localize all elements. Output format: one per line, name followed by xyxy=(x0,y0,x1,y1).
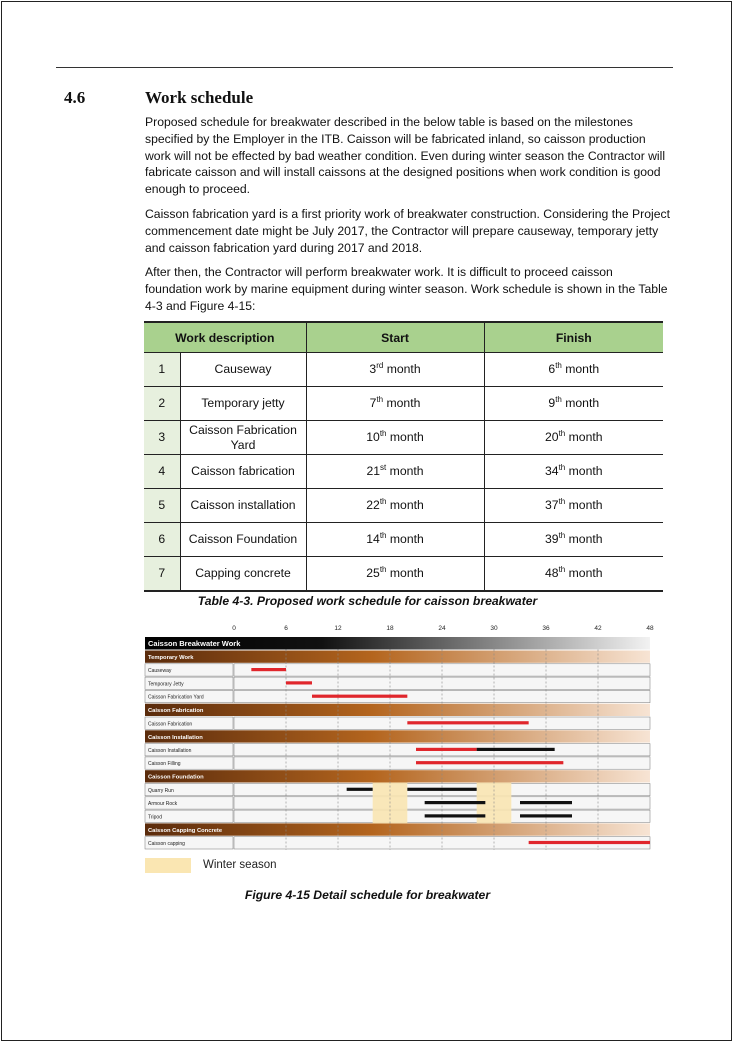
x-tick-label: 30 xyxy=(490,625,498,632)
work-description-text: Capping concrete xyxy=(195,566,291,580)
task-row-cell xyxy=(234,690,650,702)
finish-number: 20 xyxy=(545,430,559,444)
header-rule xyxy=(56,67,673,68)
group-label: Caisson Foundation xyxy=(148,774,204,781)
gantt-bar xyxy=(312,695,407,698)
table-row xyxy=(144,455,663,489)
legend-swatch-winter xyxy=(145,858,191,873)
row-number-text: 6 xyxy=(158,532,166,546)
row-number-text: 4 xyxy=(158,464,166,478)
x-tick-label: 42 xyxy=(594,625,602,632)
group-label: Caisson Capping Concrete xyxy=(148,827,223,834)
work-description xyxy=(180,421,306,455)
finish-suffix: th xyxy=(555,395,562,404)
task-label: Caisson Filling xyxy=(148,761,181,768)
start-cell xyxy=(306,387,484,421)
finish-unit: month xyxy=(568,464,603,478)
group-label: Caisson Fabrication xyxy=(148,708,204,715)
work-description-text: Caisson fabrication xyxy=(191,464,295,478)
gantt-bar xyxy=(251,668,286,671)
gantt-bar xyxy=(407,788,476,791)
group-band xyxy=(145,730,650,742)
finish-number: 39 xyxy=(545,532,559,546)
finish-unit: month xyxy=(568,430,603,444)
start-cell xyxy=(306,421,484,455)
work-description xyxy=(180,387,306,421)
row-number xyxy=(144,353,180,387)
start-suffix: th xyxy=(376,395,384,404)
gantt-bar xyxy=(416,761,563,764)
header-finish: Finish xyxy=(484,322,663,353)
paragraph-2: Caisson fabrication yard is a first priority work of breakwater construction. Considering the Project commencement date might be July 2017, the Contractor will prepare causeway, temporary jetty and caisson fabrication yard during 2017 and 2018. xyxy=(145,207,670,255)
start-cell xyxy=(306,489,484,523)
row-number xyxy=(144,489,180,523)
gantt-chart xyxy=(144,620,654,852)
finish-suffix: th xyxy=(558,429,566,438)
row-number-text: 7 xyxy=(158,566,166,580)
start-number: 7 xyxy=(369,396,377,410)
work-description xyxy=(180,455,306,489)
x-tick-label: 12 xyxy=(334,625,342,632)
x-tick-label: 48 xyxy=(646,625,654,632)
row-number xyxy=(144,421,180,455)
table-header-row xyxy=(144,322,663,353)
work-description xyxy=(180,353,306,387)
gantt-bar xyxy=(407,721,528,724)
row-number xyxy=(144,523,180,557)
start-number: 3 xyxy=(369,362,377,376)
task-label: Armour Rock xyxy=(148,801,178,808)
gantt-bar xyxy=(425,801,486,804)
finish-suffix: th xyxy=(558,565,566,574)
start-number: 14 xyxy=(366,532,380,546)
legend-label-winter: Winter season xyxy=(203,859,277,871)
x-tick-label: 6 xyxy=(284,625,288,632)
start-number: 21 xyxy=(366,464,381,478)
work-description-text: Caisson Fabrication Yard xyxy=(189,422,297,452)
figure-caption: Figure 4-15 Detail schedule for breakwater xyxy=(244,888,491,902)
task-label: Caisson Fabrication Yard xyxy=(148,694,204,701)
start-suffix: th xyxy=(379,565,387,574)
finish-unit: month xyxy=(565,362,600,376)
group-label: Temporary Work xyxy=(148,655,194,661)
finish-number: 9 xyxy=(548,396,556,410)
work-description-text: Temporary jetty xyxy=(201,396,285,410)
table-row xyxy=(144,557,663,592)
table-row xyxy=(144,353,663,387)
group-label: Caisson Installation xyxy=(148,734,203,741)
table-row xyxy=(144,523,663,557)
task-label: Caisson Installation xyxy=(148,747,192,754)
finish-unit: month xyxy=(565,396,600,410)
finish-cell xyxy=(484,523,663,557)
finish-cell xyxy=(484,387,663,421)
table-row xyxy=(144,421,663,455)
section-number: 4.6 xyxy=(64,88,86,107)
gantt-bar xyxy=(529,841,650,844)
start-number: 10 xyxy=(366,430,380,444)
start-unit: month xyxy=(389,532,424,546)
start-unit: month xyxy=(389,430,424,444)
work-description-text: Caisson Foundation xyxy=(188,532,298,546)
row-number-text: 5 xyxy=(158,498,166,512)
header-start: Start xyxy=(306,322,484,353)
paragraph-1: Proposed schedule for breakwater described in the below table is based on the milestones specified by the Employer in the ITB. Caisson will be fabricated inland, so caisson production work will not be effected by bad weather condition. Even during winter season the Contractor will fabricate caisson and will install caissons at the designed positions when work condition is good enough to proceed. xyxy=(145,115,666,197)
start-cell xyxy=(306,353,484,387)
finish-number: 34 xyxy=(545,464,559,478)
finish-unit: month xyxy=(568,498,603,512)
gantt-bar xyxy=(520,814,572,817)
start-unit: month xyxy=(389,566,424,580)
start-number: 22 xyxy=(366,498,380,512)
finish-unit: month xyxy=(568,566,603,580)
task-label: Tripod xyxy=(148,814,162,821)
task-label: Temporary Jetty xyxy=(148,681,184,688)
gantt-bar xyxy=(416,748,477,751)
task-label: Caisson Fabrication xyxy=(148,721,193,728)
finish-cell xyxy=(484,421,663,455)
gantt-bar xyxy=(425,814,486,817)
finish-cell xyxy=(484,455,663,489)
x-tick-label: 36 xyxy=(542,625,550,632)
start-suffix: th xyxy=(379,429,387,438)
header-work-description: Work description xyxy=(144,322,306,353)
gantt-bar xyxy=(286,681,312,684)
group-band xyxy=(145,770,650,782)
work-description-text: Caisson installation xyxy=(190,498,296,512)
section-title: Work schedule xyxy=(145,88,254,107)
row-number xyxy=(144,455,180,489)
start-suffix: th xyxy=(379,497,387,506)
row-number-text: 3 xyxy=(158,430,166,444)
work-description xyxy=(180,523,306,557)
finish-number: 37 xyxy=(545,498,559,512)
row-number xyxy=(144,387,180,421)
task-label: Quarry Run xyxy=(148,787,174,794)
table-row xyxy=(144,489,663,523)
paragraph-3: After then, the Contractor will perform breakwater work. It is difficult to proceed caisson foundation work by marine equipment during winter season. Work schedule is shown in the Table 4-3 and Figure 4-15: xyxy=(145,265,668,313)
gantt-bar xyxy=(347,788,373,791)
start-cell xyxy=(306,455,484,489)
task-label: Causeway xyxy=(148,668,172,675)
gantt-bar xyxy=(520,801,572,804)
x-tick-label: 0 xyxy=(232,625,236,632)
start-unit: month xyxy=(389,498,424,512)
row-number-text: 2 xyxy=(158,396,166,410)
start-unit: month xyxy=(386,362,421,376)
work-description xyxy=(180,557,306,592)
finish-unit: month xyxy=(568,532,603,546)
finish-number: 48 xyxy=(545,566,559,580)
finish-cell xyxy=(484,489,663,523)
work-description-text: Causeway xyxy=(214,362,272,376)
schedule-table xyxy=(144,321,663,592)
finish-suffix: th xyxy=(555,361,562,370)
finish-number: 6 xyxy=(548,362,556,376)
chart-title: Caisson Breakwater Work xyxy=(148,639,241,648)
row-number xyxy=(144,557,180,592)
start-suffix: th xyxy=(379,531,387,540)
group-band xyxy=(145,651,650,663)
group-band xyxy=(145,704,650,716)
start-suffix: st xyxy=(380,463,387,472)
start-cell xyxy=(306,523,484,557)
start-number: 25 xyxy=(366,566,380,580)
work-description xyxy=(180,489,306,523)
table-caption: Table 4-3. Proposed work schedule for caisson breakwater xyxy=(197,594,538,608)
gantt-bar xyxy=(477,748,555,751)
finish-suffix: th xyxy=(558,531,566,540)
finish-cell xyxy=(484,557,663,592)
start-unit: month xyxy=(389,464,424,478)
finish-cell xyxy=(484,353,663,387)
task-label: Caisson capping xyxy=(148,841,185,847)
table-row xyxy=(144,387,663,421)
x-tick-label: 18 xyxy=(386,625,394,632)
start-suffix: rd xyxy=(376,361,384,370)
x-tick-label: 24 xyxy=(438,625,446,632)
start-unit: month xyxy=(386,396,421,410)
start-cell xyxy=(306,557,484,592)
finish-suffix: th xyxy=(558,463,566,472)
row-number-text: 1 xyxy=(158,362,166,376)
finish-suffix: th xyxy=(558,497,566,506)
